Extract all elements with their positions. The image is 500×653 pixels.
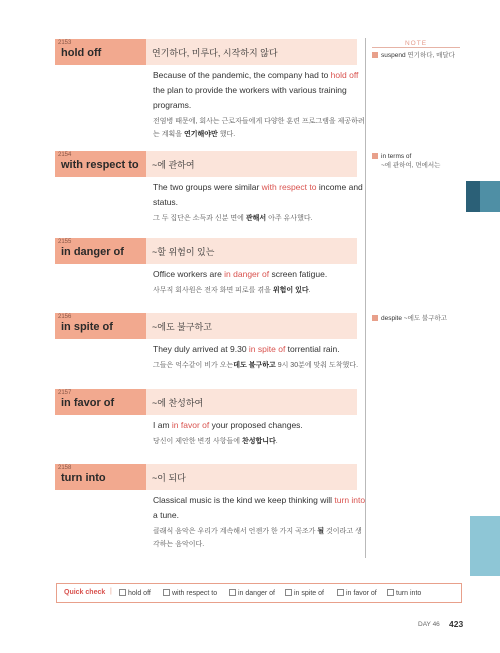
entry-in-favor-of	[55, 389, 357, 445]
note-meaning: 연기하다, 매달다	[405, 52, 455, 59]
example-ko-text: 것이라고 생각하는 음악이다.	[153, 528, 362, 548]
meaning-box	[146, 39, 357, 65]
example-highlight: in spite of	[248, 344, 286, 354]
checkbox-icon[interactable]	[119, 589, 126, 596]
example-ko-bold: 연기해야만	[183, 131, 218, 138]
entry-header	[55, 389, 357, 415]
meaning-box	[146, 389, 357, 415]
page-edge-tab-light	[470, 516, 500, 576]
quick-check-bar	[56, 583, 462, 603]
note-bullet-icon	[372, 315, 378, 321]
quick-check-item[interactable]	[229, 589, 275, 597]
term-box	[55, 39, 146, 65]
entry-body	[153, 68, 368, 141]
meaning: ~에도 불구하고	[152, 322, 212, 332]
example-ko	[153, 359, 368, 372]
term: in spite of	[61, 321, 113, 333]
quick-check-item[interactable]	[119, 589, 151, 597]
example-highlight: turn into	[334, 495, 366, 505]
example-en	[153, 342, 368, 357]
entry-header	[55, 238, 357, 264]
checkbox-icon[interactable]	[285, 589, 292, 596]
entry-body	[153, 493, 368, 551]
example-en-text: They duly arrived at 9.30	[153, 344, 249, 354]
meaning: ~에 찬성하여	[152, 398, 204, 408]
quick-check-separator: |	[110, 588, 112, 595]
entry-number: 2153	[58, 40, 72, 46]
term-box	[55, 151, 146, 177]
entry-body	[153, 180, 368, 225]
entry-header	[55, 313, 357, 339]
entry-header	[55, 151, 357, 177]
meaning: ~에 관하여	[152, 160, 195, 170]
entry-in-spite-of	[55, 313, 359, 369]
example-en-text: Office workers are	[153, 269, 225, 279]
term: turn into	[61, 472, 106, 484]
note-bullet-icon	[372, 52, 378, 58]
entry-body	[153, 342, 368, 372]
example-en-text: the plan to provide the workers with various training programs.	[153, 85, 347, 110]
meaning: ~할 위험이 있는	[152, 247, 215, 257]
meaning-box	[146, 151, 357, 177]
example-highlight: in favor of	[171, 420, 210, 430]
example-ko-text: 전염병 때문에, 회사는 근로자들에게 다양한 훈련 프로그램을 제공하려는 계획을	[153, 118, 365, 138]
note-word: despite	[381, 315, 402, 322]
entry-number: 2154	[58, 152, 72, 158]
term-box	[55, 238, 146, 264]
quick-check-item[interactable]	[337, 589, 377, 597]
example-ko-text: 아주 유사했다.	[266, 215, 313, 222]
quick-check-text: in favor of	[346, 590, 377, 597]
example-en-text: screen fatigue.	[269, 269, 328, 279]
example-en	[153, 493, 368, 523]
quick-check-text: with respect to	[172, 590, 218, 597]
note-item-suspend	[372, 51, 472, 60]
entry-header	[55, 464, 357, 490]
entry-number: 2156	[58, 314, 72, 320]
quick-check-label: Quick check	[64, 589, 106, 596]
example-en	[153, 267, 368, 282]
example-ko-bold: 찬성합니다	[241, 438, 276, 445]
checkbox-icon[interactable]	[387, 589, 394, 596]
note-bullet-icon	[372, 153, 378, 159]
example-en-text: Classical music is the kind we keep thinking will	[153, 495, 335, 505]
example-en-text: Because of the pandemic, the company had to	[153, 70, 331, 80]
checkbox-icon[interactable]	[337, 589, 344, 596]
entry-body	[153, 418, 368, 448]
note-item-despite	[372, 314, 472, 323]
example-ko-text: 사무직 회사원은 전자 화면 피로를 겪을	[153, 287, 273, 294]
example-ko	[153, 212, 368, 225]
page-number: 423	[449, 619, 464, 629]
entry-hold-off	[55, 39, 365, 138]
entry-number: 2155	[58, 239, 72, 245]
meaning: 연기하다, 미루다, 시작하지 않다	[152, 48, 278, 58]
note-meaning: ~에도 불구하고	[401, 315, 448, 322]
example-ko-text: 당신이 제안한 변경 사항들에	[153, 438, 242, 445]
note-word: suspend	[381, 52, 406, 59]
example-ko-bold: 위험이 있다	[272, 287, 309, 294]
quick-check-item[interactable]	[285, 589, 324, 597]
entry-header	[55, 39, 357, 65]
term: hold off	[61, 47, 102, 59]
note-item-in-terms-of	[372, 152, 472, 170]
example-ko-bold: 데도 불구하고	[233, 362, 276, 369]
term-box	[55, 389, 146, 415]
example-ko-text: 9시 30분에 맞춰 도착했다.	[275, 362, 359, 369]
example-en-text: I am	[153, 420, 172, 430]
example-ko-bold: 될	[317, 528, 325, 535]
day-label: DAY 46	[418, 621, 440, 628]
example-en	[153, 180, 368, 210]
example-highlight: in danger of	[224, 269, 270, 279]
entry-turn-into	[55, 464, 366, 548]
example-en-text: your proposed changes.	[209, 420, 303, 430]
term-box	[55, 313, 146, 339]
note-divider	[365, 38, 366, 558]
note-meaning: ~에 관하여, 면에서는	[381, 162, 441, 169]
example-ko-text: 그들은 억수같이 비가 오는	[153, 362, 234, 369]
term-box	[55, 464, 146, 490]
entry-with-respect-to	[55, 151, 363, 222]
quick-check-item[interactable]	[163, 589, 217, 597]
page-edge-tab-dark	[466, 181, 480, 212]
meaning-box	[146, 464, 357, 490]
note-rule	[372, 47, 460, 48]
example-ko	[153, 284, 368, 297]
example-en-text: a tune.	[153, 510, 179, 520]
example-highlight: hold off	[330, 70, 359, 80]
example-ko	[153, 525, 368, 551]
example-ko-text: 그 두 집단은 소득과 신분 면에	[153, 215, 246, 222]
quick-check-text: in danger of	[238, 590, 275, 597]
note-title: NOTE	[404, 40, 428, 47]
meaning-box	[146, 313, 357, 339]
example-ko	[153, 435, 368, 448]
checkbox-icon[interactable]	[229, 589, 236, 596]
checkbox-icon[interactable]	[163, 589, 170, 596]
meaning: ~이 되다	[152, 473, 186, 483]
note-word: in terms of	[381, 153, 412, 160]
term: with respect to	[61, 159, 139, 171]
entry-number: 2158	[58, 465, 72, 471]
term: in danger of	[61, 246, 124, 258]
example-ko	[153, 115, 368, 141]
example-ko-text: .	[275, 438, 278, 445]
example-highlight: with respect to	[261, 182, 317, 192]
example-en-text: torrential rain.	[285, 344, 340, 354]
entry-in-danger-of	[55, 238, 357, 294]
example-ko-text: 했다.	[217, 131, 236, 138]
entry-body	[153, 267, 368, 297]
entry-number: 2157	[58, 390, 72, 396]
example-en-text: The two groups were similar	[153, 182, 262, 192]
quick-check-text: in spite of	[294, 590, 324, 597]
quick-check-text: turn into	[396, 590, 422, 597]
quick-check-text: hold off	[128, 590, 151, 597]
example-en	[153, 418, 368, 433]
example-ko-text: 클래식 음악은 우리가 계속해서 언젠가 한 가지 곡조가	[153, 528, 318, 535]
example-en-text: income and status.	[153, 182, 363, 207]
meaning-box	[146, 238, 357, 264]
quick-check-item[interactable]	[387, 589, 421, 597]
term: in favor of	[61, 397, 115, 409]
example-ko-text: .	[308, 287, 311, 294]
example-ko-bold: 관해서	[245, 215, 267, 222]
example-en	[153, 68, 368, 113]
